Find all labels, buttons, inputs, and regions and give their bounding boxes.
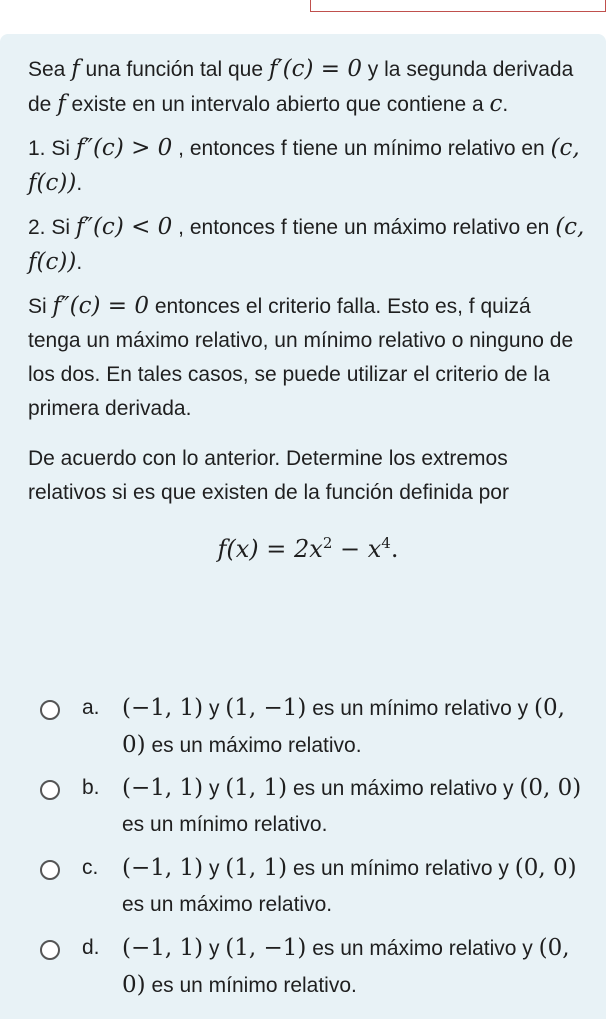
radio-button[interactable] — [40, 860, 60, 880]
answer-options — [38, 690, 598, 1010]
math: f″(c) < 0 — [75, 214, 173, 240]
exponent: 2 — [322, 534, 333, 552]
text: Si — [28, 295, 53, 318]
option-letter: b. — [82, 776, 100, 799]
option-letter: d. — [82, 936, 100, 959]
function-formula — [28, 532, 588, 566]
text: es un mínimo relativo. — [145, 974, 357, 997]
text: Sea — [28, 58, 72, 81]
option-b[interactable] — [38, 770, 598, 850]
exponent: 4 — [381, 534, 391, 552]
option-d[interactable] — [38, 930, 598, 1010]
text: y la segunda derivada de — [28, 58, 574, 116]
math: (0, 0) — [122, 935, 570, 998]
math: (c, f(c)) — [28, 135, 580, 196]
radio-button[interactable] — [40, 780, 60, 800]
formula-part: . — [390, 535, 399, 563]
text: 2. Si — [28, 216, 76, 239]
top-frame — [310, 0, 606, 12]
math: (c, f(c)) — [28, 214, 585, 275]
text: y — [203, 857, 226, 880]
math: (0, 0) — [122, 695, 565, 758]
text: existe en un intervalo abierto que contiene a — [65, 93, 490, 116]
text: es un máximo relativo. — [145, 734, 362, 757]
option-c[interactable] — [38, 850, 598, 930]
text: es un mínimo relativo. — [122, 813, 328, 836]
option-text — [122, 930, 592, 1004]
text: y — [203, 937, 226, 960]
math: (0, 0) — [519, 775, 582, 801]
option-letter: a. — [82, 696, 100, 719]
radio-button[interactable] — [40, 700, 60, 720]
math: f — [71, 56, 80, 82]
math: f″(c) > 0 — [75, 135, 173, 161]
formula-part: − x — [332, 535, 382, 563]
text: , entonces f tiene un mínimo relativo en — [172, 137, 551, 160]
math: (1, 1) — [225, 855, 288, 881]
math: f″(c) = 0 — [52, 293, 149, 319]
math: (1, −1) — [225, 935, 307, 961]
option-a[interactable] — [38, 690, 598, 770]
rule-1 — [28, 131, 588, 201]
option-text — [122, 690, 592, 764]
text: es un máximo relativo y — [306, 937, 539, 960]
text: 1. Si — [28, 137, 76, 160]
math: (0, 0) — [514, 855, 577, 881]
text: entonces el criterio falla. Esto es, f quizá tenga un máximo relativo, un mínimo relativo o ninguno de los dos. En tales casos, se puede utilizar el criterio de la primera derivada. — [28, 295, 574, 420]
math: c — [489, 91, 503, 117]
question-prompt: De acuerdo con lo anterior. Determine los extremos relativos si es que existen de la función definida por — [28, 447, 509, 504]
math: (−1, 1) — [122, 935, 204, 961]
radio-button[interactable] — [40, 940, 60, 960]
rule-3 — [28, 289, 588, 426]
text: . — [502, 93, 509, 116]
text: es un máximo relativo y — [287, 777, 520, 800]
option-text — [122, 770, 592, 843]
rule-2 — [28, 210, 588, 280]
intro-paragraph — [28, 52, 588, 122]
math: f — [57, 91, 66, 117]
option-letter: c. — [82, 856, 99, 879]
option-text — [122, 850, 592, 923]
text: es un mínimo relativo y — [306, 697, 534, 720]
formula-part: f(x) = 2x — [217, 535, 323, 563]
math: (1, −1) — [225, 695, 307, 721]
text: . — [76, 172, 83, 195]
question-text — [28, 52, 588, 600]
text: es un máximo relativo. — [122, 893, 333, 916]
math: (1, 1) — [225, 775, 288, 801]
math: (−1, 1) — [122, 855, 204, 881]
text: y — [203, 777, 226, 800]
text: . — [76, 251, 83, 274]
math: (−1, 1) — [122, 775, 204, 801]
text: y — [203, 697, 226, 720]
text: es un mínimo relativo y — [287, 857, 515, 880]
text: una función tal que — [79, 58, 269, 81]
text: , entonces f tiene un máximo relativo en — [172, 216, 556, 239]
math: f′(c) = 0 — [268, 56, 362, 82]
math: (−1, 1) — [122, 695, 204, 721]
